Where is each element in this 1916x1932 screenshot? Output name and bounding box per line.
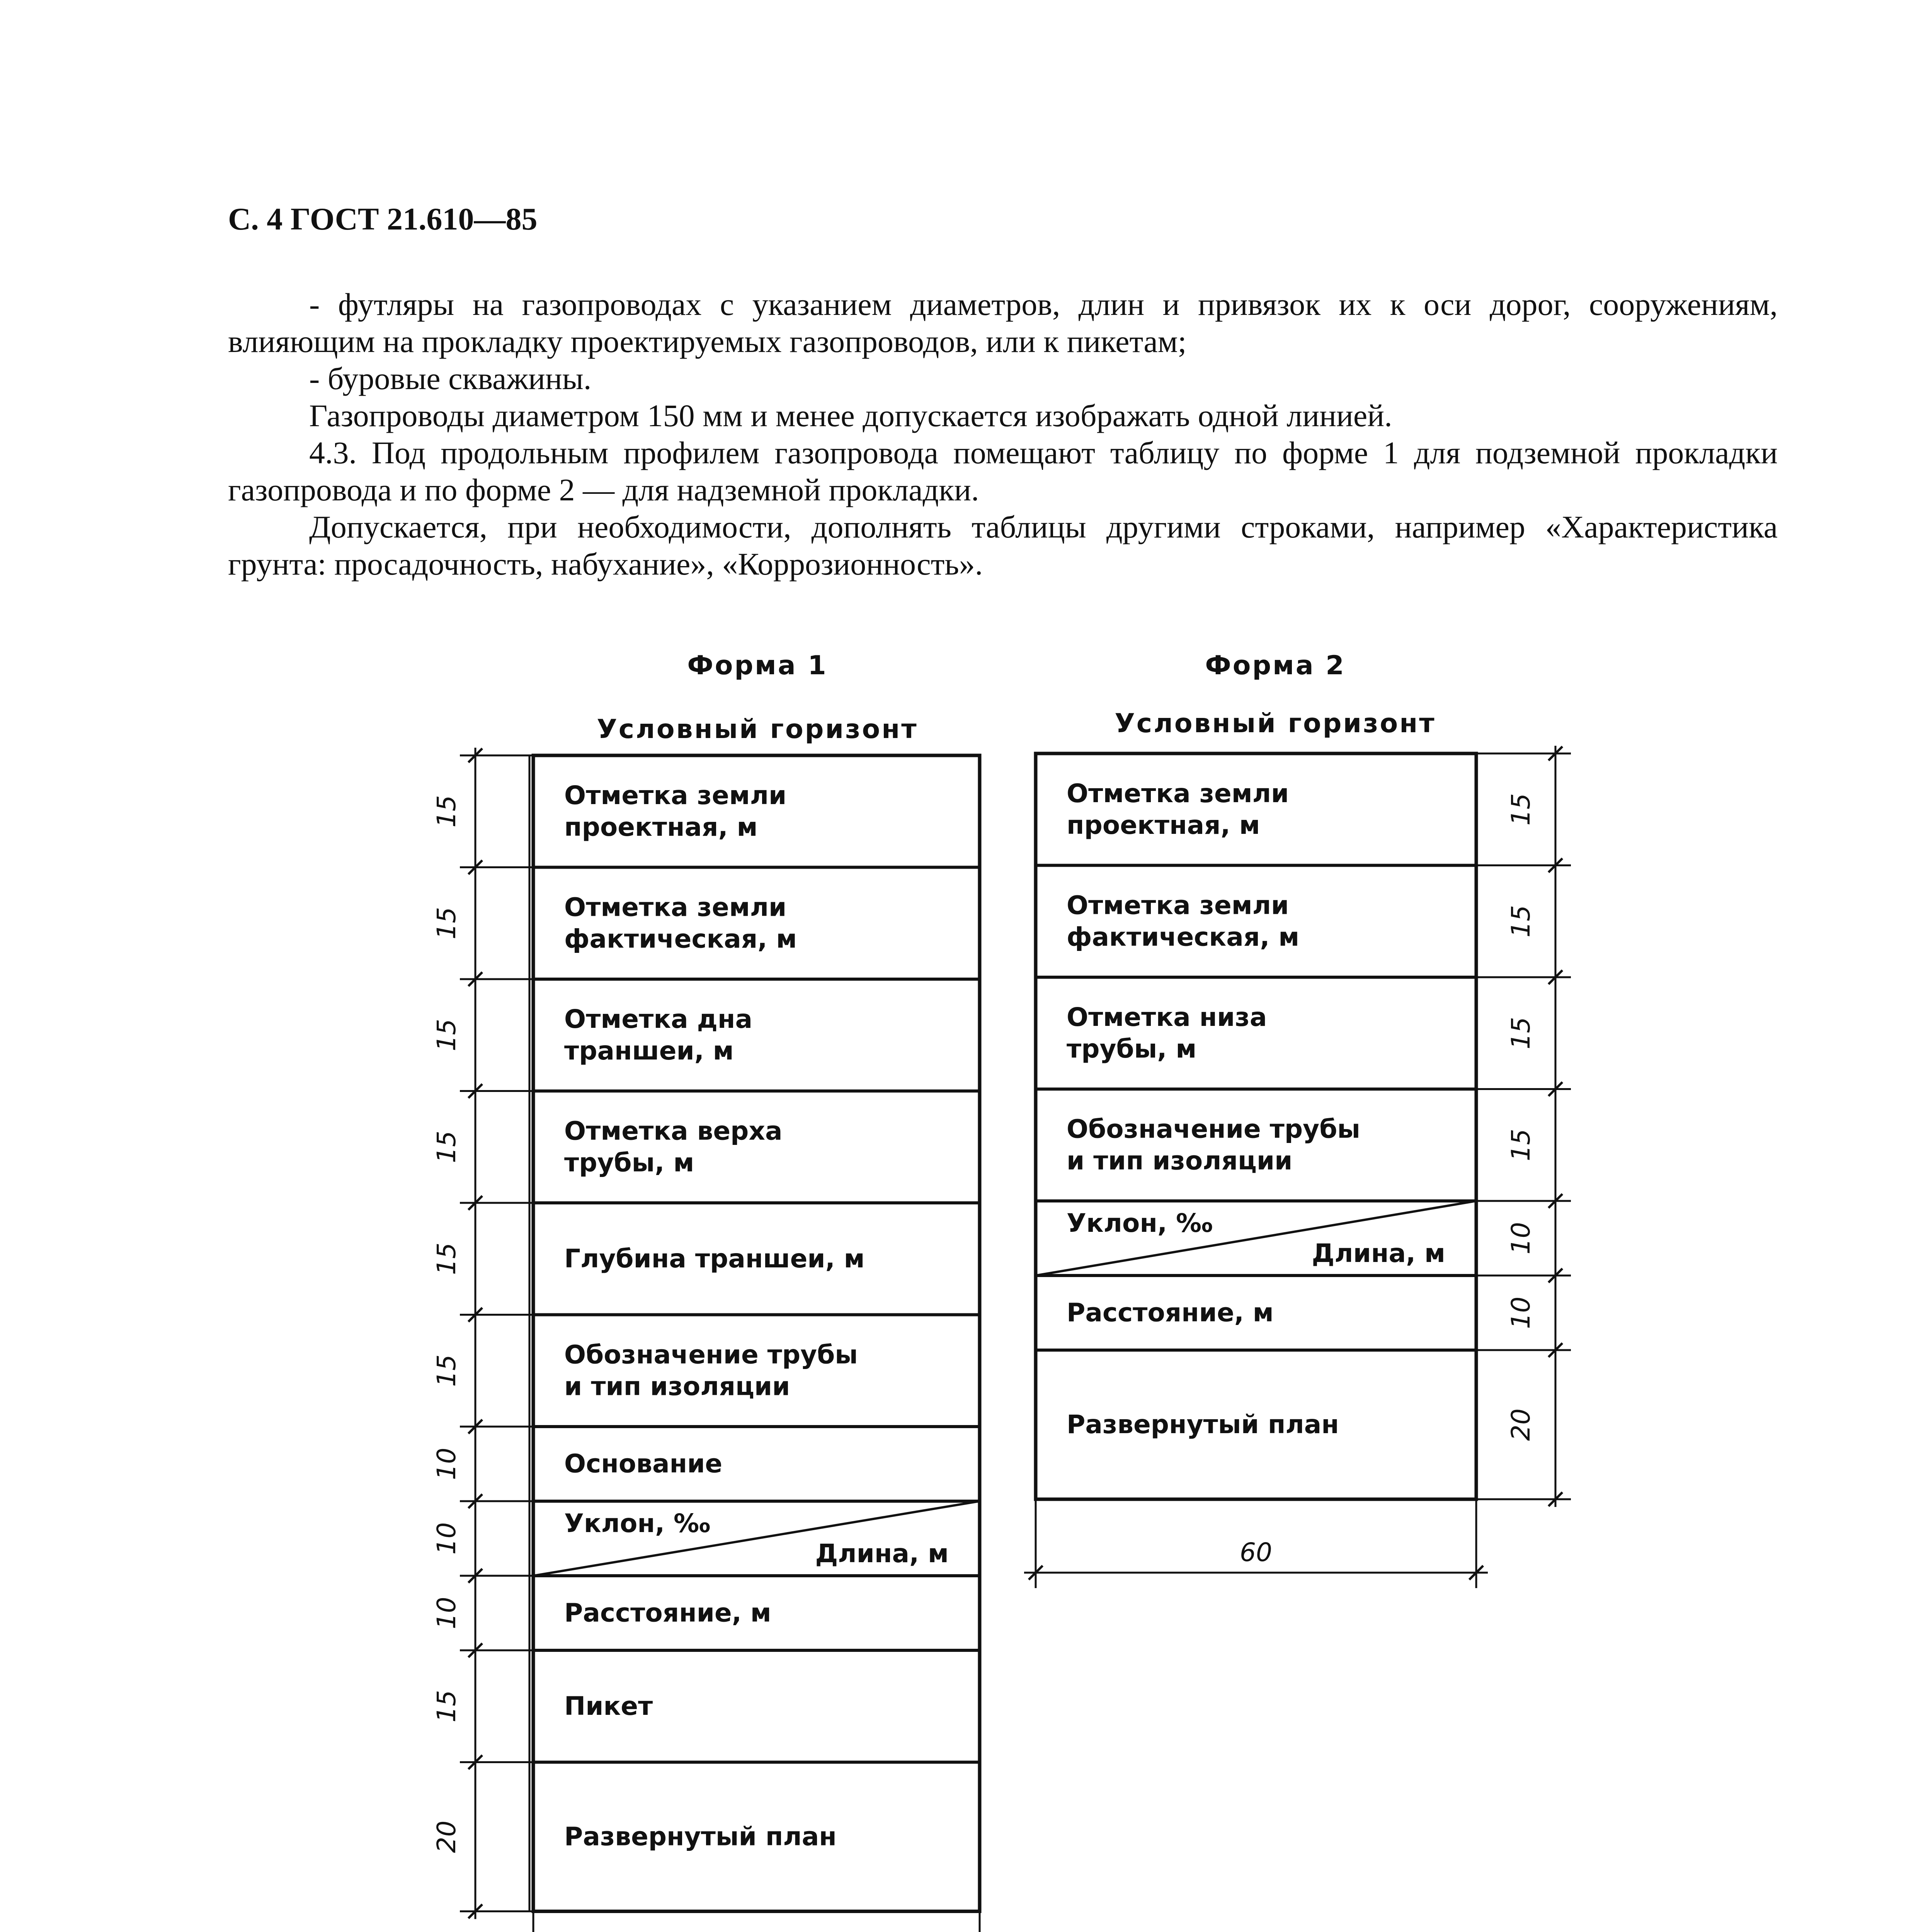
row-label: Расстояние, м — [1067, 1298, 1274, 1328]
paragraph: Допускается, при необходимости, дополнять таблицы другими строками, например «Характеристика грунта: просадочность, набухание», «Коррозионность». — [228, 509, 1778, 582]
form-title: Форма 1 — [687, 650, 828, 681]
length-label: Длина, м — [815, 1539, 949, 1568]
form-subtitle: Условный горизонт — [1115, 708, 1436, 739]
width-label: 60 — [1240, 1537, 1272, 1567]
form-2 — [1024, 650, 1571, 1588]
row-label: Отметка земли — [564, 892, 787, 922]
row-height-label: 10 — [1506, 1222, 1536, 1255]
row-label: Развернутый план — [564, 1821, 837, 1852]
row-label: фактическая, м — [564, 924, 797, 954]
row-height-label: 15 — [432, 1131, 462, 1163]
row-height-label: 15 — [432, 795, 462, 828]
row-label: Пикет — [564, 1691, 653, 1721]
row-height-label: 15 — [1506, 1129, 1536, 1162]
row-label: Отметка низа — [1067, 1002, 1267, 1032]
row-label: Отметка дна — [564, 1004, 753, 1034]
paragraph: 4.3. Под продольным профилем газопровода помещают таблицу по форме 1 для подземной прокладки газопровода и по форме 2 — для надземной прокладки. — [228, 435, 1778, 507]
row-height-label: 20 — [432, 1820, 462, 1853]
paragraph: Газопроводы диаметром 150 мм и менее допускается изображать одной линией. — [309, 398, 1392, 433]
row-label: Обозначение трубы — [1067, 1114, 1360, 1144]
row-label: Основание — [564, 1449, 723, 1479]
row-label: и тип изоляции — [1067, 1146, 1293, 1176]
paragraph: - футляры на газопроводах с указанием диаметров, длин и привязок их к оси дорог, сооружениям, влияющим на прокладку проектируемых газопроводов, или к пикетам; — [228, 287, 1778, 359]
row-label: трубы, м — [564, 1148, 694, 1178]
row-height-label: 20 — [1506, 1408, 1536, 1441]
paragraph: - буровые скважины. — [309, 361, 592, 396]
row-height-label: 15 — [432, 907, 462, 940]
row-label: Глубина траншеи, м — [564, 1243, 865, 1274]
page-header: С. 4 ГОСТ 21.610—85 — [228, 201, 538, 236]
row-label: Расстояние, м — [564, 1598, 771, 1628]
row-height-label: 10 — [432, 1597, 462, 1629]
row-label: траншеи, м — [564, 1036, 734, 1066]
row-label: фактическая, м — [1067, 922, 1300, 952]
row-label: и тип изоляции — [564, 1371, 790, 1401]
row-label: трубы, м — [1067, 1034, 1197, 1064]
row-label: проектная, м — [564, 812, 758, 842]
row-label: Отметка земли — [1067, 890, 1289, 920]
row-height-label: 15 — [1506, 793, 1536, 826]
row-height-label: 15 — [1506, 1017, 1536, 1049]
slope-label: Уклон, ‰ — [1067, 1208, 1213, 1238]
form-1 — [432, 650, 991, 1932]
row-height-label: 15 — [432, 1242, 462, 1275]
row-height-label: 10 — [432, 1522, 462, 1555]
row-label: Развернутый план — [1067, 1410, 1339, 1439]
row-height-label: 15 — [432, 1019, 462, 1051]
row-height-label: 15 — [1506, 905, 1536, 938]
row-label: Обозначение трубы — [564, 1340, 858, 1370]
slope-label: Уклон, ‰ — [564, 1509, 711, 1538]
form-title: Форма 2 — [1205, 650, 1346, 681]
row-label: проектная, м — [1067, 810, 1260, 840]
row-label: Отметка верха — [564, 1116, 783, 1146]
length-label: Длина, м — [1312, 1238, 1445, 1268]
row-label: Отметка земли — [564, 780, 787, 810]
row-height-label: 10 — [432, 1447, 462, 1480]
row-height-label: 15 — [432, 1690, 462, 1723]
row-height-label: 10 — [1506, 1296, 1536, 1329]
row-label: Отметка земли — [1067, 778, 1289, 808]
form-subtitle: Условный горизонт — [597, 714, 918, 745]
row-height-label: 15 — [432, 1354, 462, 1387]
